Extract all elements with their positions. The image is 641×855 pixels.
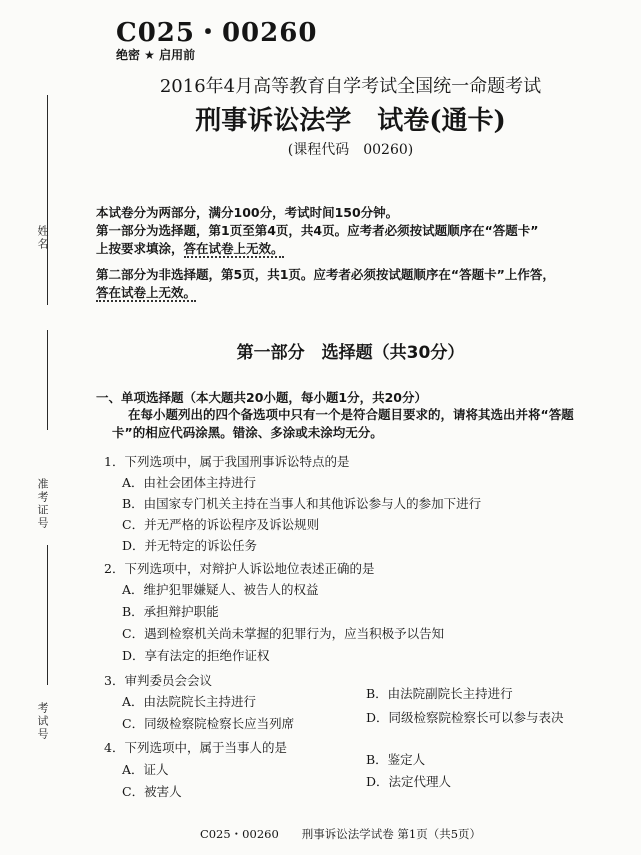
name-label: 姓名 xyxy=(36,225,49,251)
intro-line-3: 第二部分为非选择题，第5页，共1页。应考者必须按试题顺序在“答题卡”上作答， xyxy=(96,267,555,282)
intro-text: 上按要求填涂， xyxy=(96,241,184,256)
question-stem: 2．下列选项中，对辩护人诉讼地位表述正确的是 xyxy=(104,561,375,576)
question-option: D．法定代理人 xyxy=(366,774,452,789)
seat-number-label: 考试号 xyxy=(36,702,49,741)
intro-line-1: 本试卷分为两部分，满分100分，考试时间150分钟。 xyxy=(96,205,399,220)
exam-title: 2016年4月高等教育自学考试全国统一命题考试 xyxy=(159,76,542,97)
question-option: C．并无严格的诉讼程序及诉讼规则 xyxy=(122,517,320,532)
emphasis-text: 答在试卷上无效。 xyxy=(183,241,284,256)
question-stem: 1．下列选项中，属于我国刑事诉讼特点的是 xyxy=(104,454,350,469)
course-code: (课程代码 00260) xyxy=(287,142,414,158)
intro-line-2: 第一部分为选择题，第1页至第4页，共4页。应考者必须按试题顺序在“答题卡” xyxy=(96,223,539,238)
section-description: 卡”的相应代码涂黑。错涂、多涂或未涂均无分。 xyxy=(112,425,383,440)
question-option: C．遇到检察机关尚未掌握的犯罪行为，应当积极予以告知 xyxy=(122,626,445,641)
page-footer: C025・00260 刑事诉讼法学试卷 第1页（共5页） xyxy=(199,827,482,841)
question-option: B．由法院副院长主持进行 xyxy=(366,686,513,701)
question-stem: 3．审判委员会会议 xyxy=(104,673,212,688)
question-option: B．承担辩护职能 xyxy=(122,604,219,619)
question-option: D．并无特定的诉讼任务 xyxy=(122,538,258,553)
subject-title: 刑事诉讼法学 试卷(通卡) xyxy=(195,106,506,136)
intro-line-2b xyxy=(96,240,596,258)
question-option: B．鉴定人 xyxy=(366,752,426,767)
admission-number-label: 准考证号 xyxy=(36,478,49,530)
question-option: C．被害人 xyxy=(122,784,182,799)
part-1-title: 第一部分 选择题（共30分） xyxy=(236,343,465,363)
question-option: A．由法院院长主持进行 xyxy=(122,694,257,709)
question-option: A．证人 xyxy=(122,762,169,777)
question-option: D．同级检察院检察长可以参与表决 xyxy=(366,710,564,725)
question-option: C．同级检察院检察长应当列席 xyxy=(122,716,295,731)
binding-line xyxy=(47,545,48,685)
question-stem: 4．下列选项中，属于当事人的是 xyxy=(104,740,287,755)
question-option: B．由国家专门机关主持在当事人和其他诉讼参与人的参加下进行 xyxy=(122,496,482,511)
secret-mark: 绝密 ★ 启用前 xyxy=(116,48,196,62)
emphasis-text: 答在试卷上无效。 xyxy=(96,285,197,300)
intro-line-3b xyxy=(96,284,596,302)
question-option: D．享有法定的拒绝作证权 xyxy=(122,648,270,663)
question-option: A．由社会团体主持进行 xyxy=(122,475,257,490)
section-heading: 一、单项选择题（本大题共20小题，每小题1分，共20分） xyxy=(96,390,427,405)
paper-code: C025・00260 xyxy=(116,18,318,48)
section-description: 在每小题列出的四个备选项中只有一个是符合题目要求的，请将其选出并将“答题 xyxy=(128,407,574,422)
question-option: A．维护犯罪嫌疑人、被告人的权益 xyxy=(122,582,319,597)
